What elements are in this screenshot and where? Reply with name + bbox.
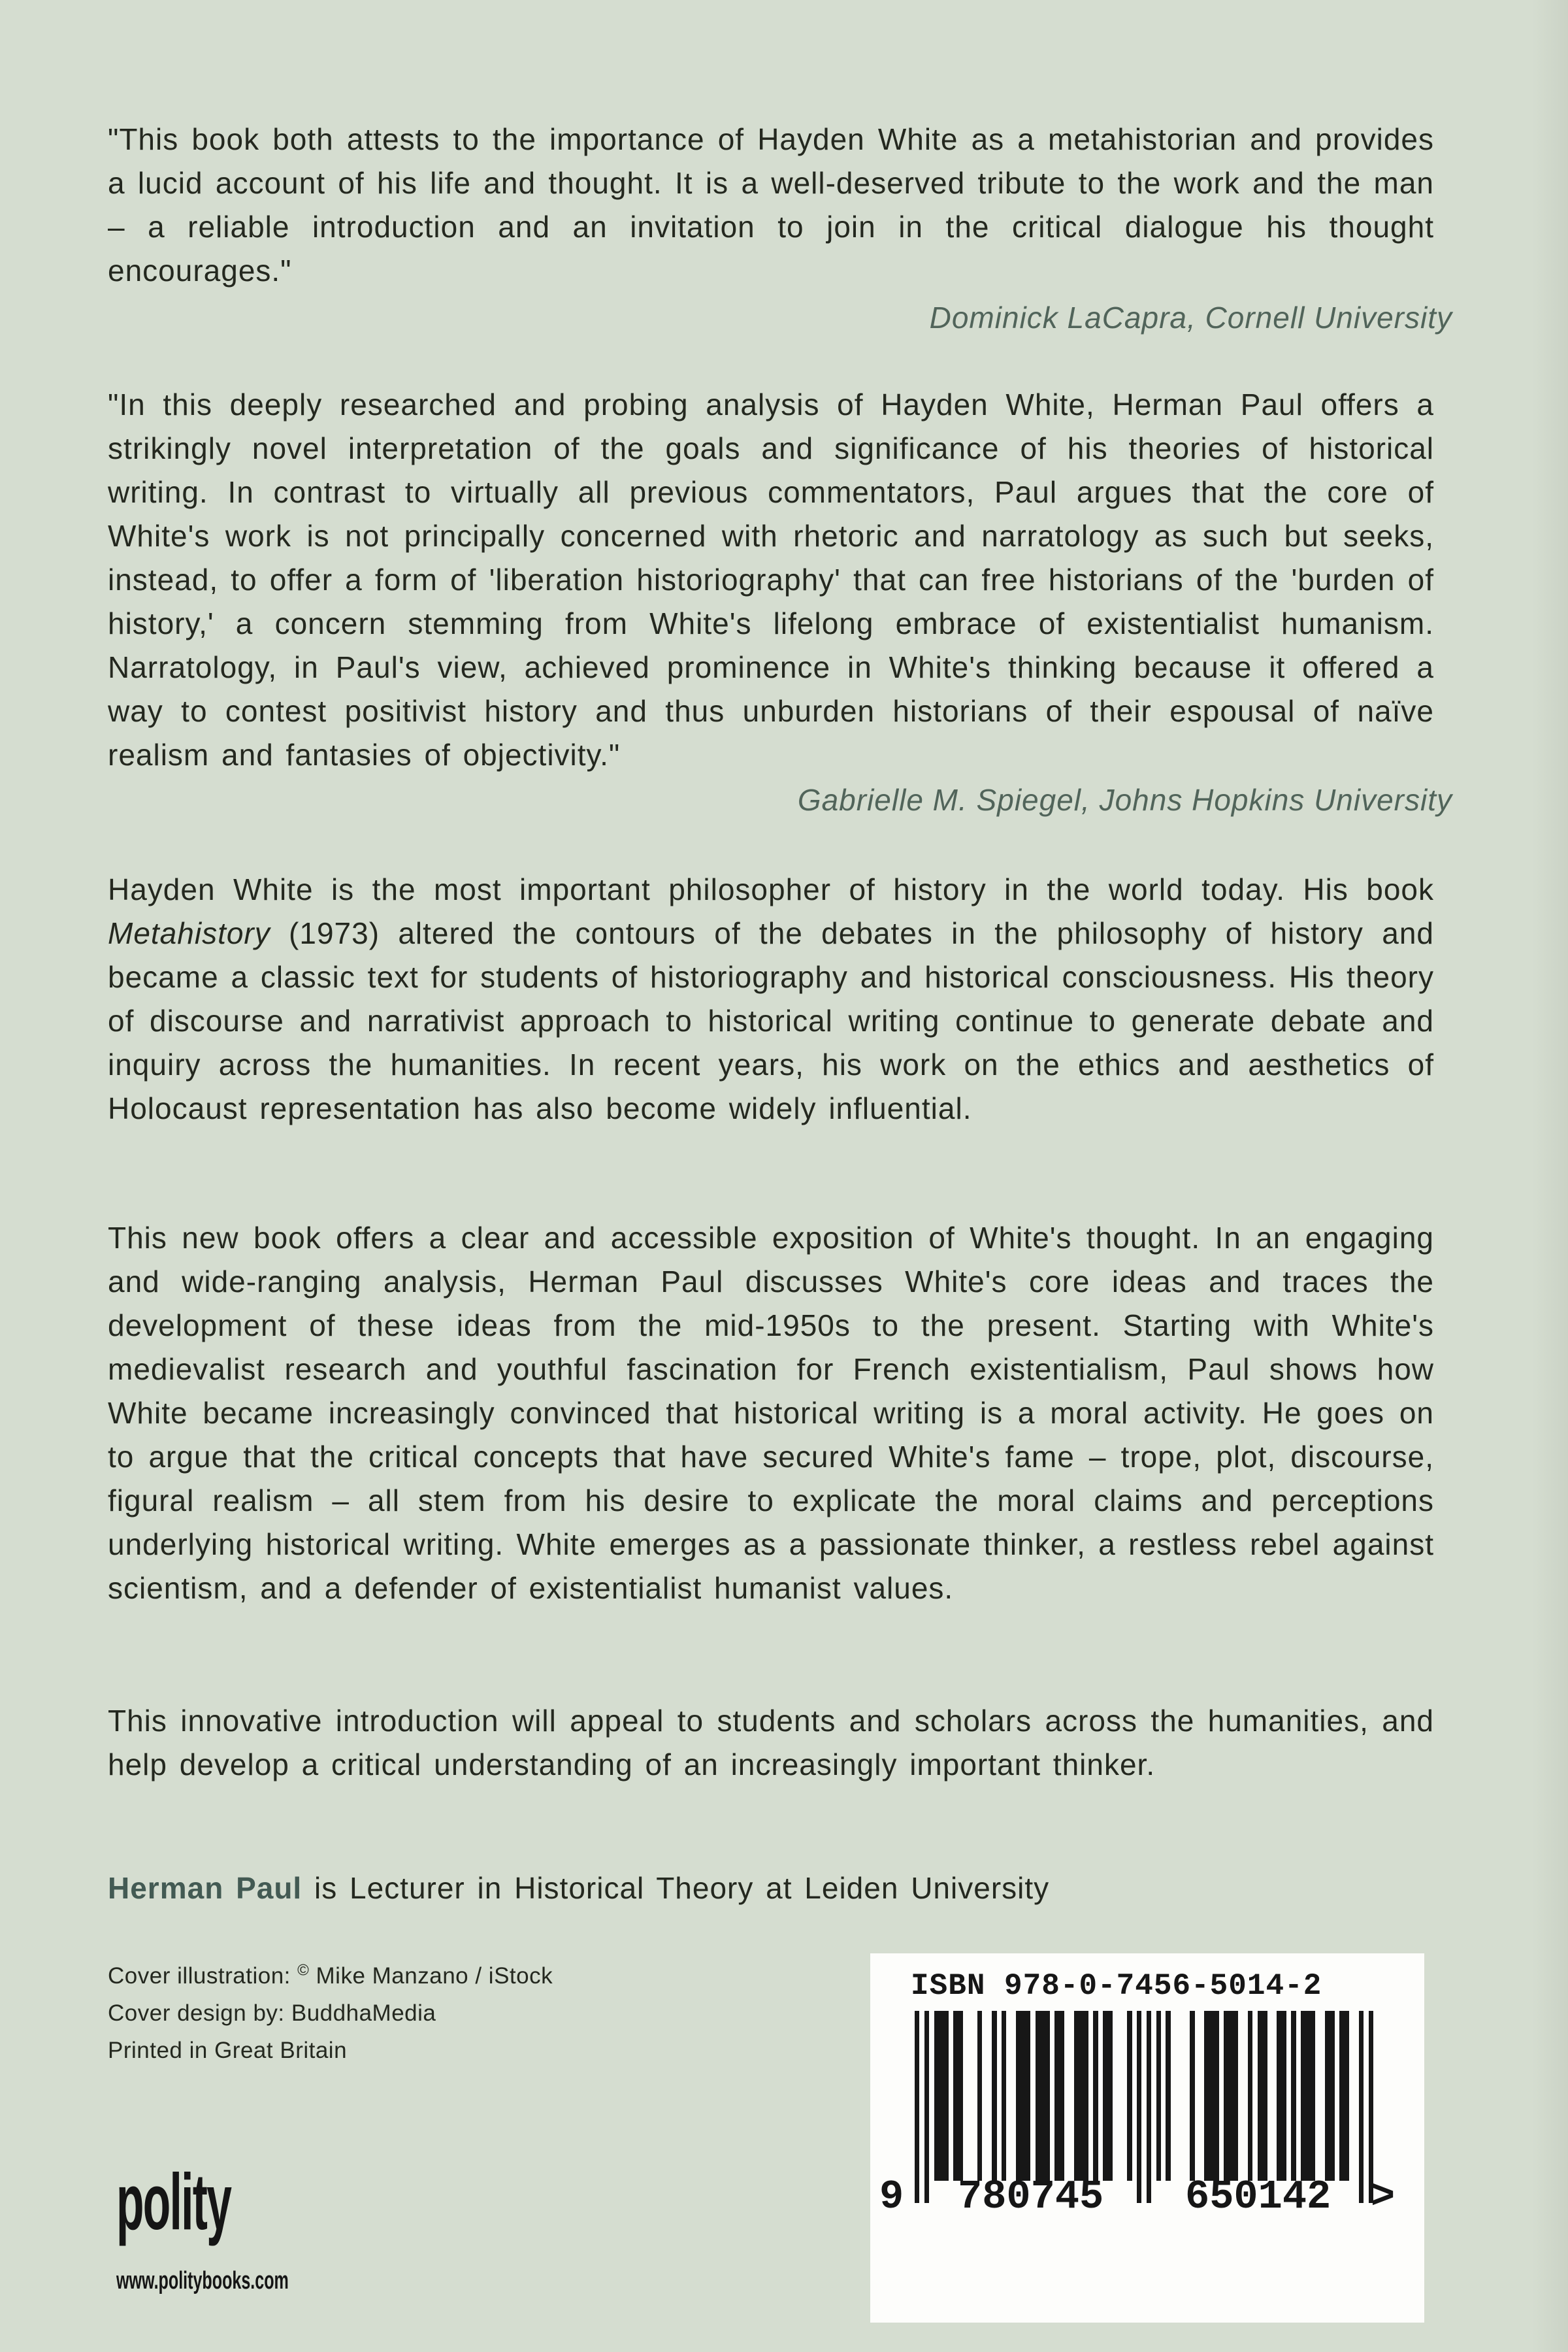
- barcode-bar-module: [1021, 2011, 1026, 2181]
- barcode-bar-module: [1238, 2011, 1243, 2181]
- barcode-digit-group-2: 650142: [1185, 2174, 1331, 2220]
- author-bio-rest: is Lecturer in Historical Theory at Leiden University: [302, 1871, 1050, 1905]
- barcode-bar-module: [1267, 2011, 1272, 2181]
- barcode-bar-module: [1306, 2011, 1311, 2181]
- barcode-bar-module: [1296, 2011, 1301, 2181]
- barcode-bar-module: [929, 2011, 934, 2181]
- barcode-bar-module: [977, 2011, 982, 2181]
- barcode-bar-module: [1345, 2011, 1349, 2181]
- barcode-bar-module: [1200, 2011, 1204, 2181]
- blurb-paragraph-3: This innovative introduction will appeal to students and scholars across the humanities, and help develop a critical understanding of an increasingly important thinker.: [108, 1704, 1434, 1781]
- barcode-bar-module: [1315, 2011, 1320, 2181]
- barcode-bar-module: [1190, 2011, 1194, 2181]
- publisher-website: www.politybooks.com: [116, 2267, 289, 2294]
- barcode-bar-module: [949, 2011, 953, 2181]
- barcode-bar-module: [915, 2011, 919, 2203]
- barcode-bar-module: [1084, 2011, 1088, 2181]
- barcode-bar-module: [958, 2011, 963, 2181]
- cover-illustration-credit: Cover illustration: © Mike Manzano / iStock: [108, 1961, 553, 1989]
- barcode-bar-module: [1171, 2011, 1175, 2181]
- endorsement-quote-1: "This book both attests to the importance of Hayden White as a metahistorian and provides a lucid account of his life and thought. It is a well-deserved tribute to the work and the man – a reliable introduction and an invitation to join in the critical dialogue his thought encourages.": [108, 122, 1434, 288]
- barcode-bar-module: [1098, 2011, 1103, 2181]
- barcode-bar-module: [1359, 2011, 1364, 2203]
- barcode-arrow: >: [1371, 2174, 1396, 2220]
- barcode-bar-module: [1103, 2011, 1107, 2181]
- barcode-bar-module: [1286, 2011, 1291, 2181]
- barcode-bar-module: [1166, 2011, 1170, 2181]
- barcode-bar-module: [1127, 2011, 1132, 2181]
- barcode-bar-module: [1320, 2011, 1325, 2181]
- barcode-bar-module: [953, 2011, 958, 2181]
- barcode-bar-module: [939, 2011, 943, 2181]
- barcode-bar-module: [1204, 2011, 1209, 2181]
- barcode-bar-module: [1219, 2011, 1224, 2181]
- barcode-bar-module: [1195, 2011, 1200, 2181]
- barcode-bar-module: [1060, 2011, 1064, 2181]
- barcode-bar-module: [1233, 2011, 1238, 2181]
- barcode-bar-module: [1113, 2011, 1117, 2181]
- barcode-bar-module: [987, 2011, 992, 2181]
- barcode-bar-module: [1141, 2011, 1146, 2203]
- barcode-bar-module: [1209, 2011, 1214, 2181]
- blurb-paragraph-2: This new book offers a clear and accessible exposition of White's thought. In an engaging and wide-ranging analysis, Herman Paul discusses White's core ideas and traces the development of these ideas from the mid-1950s to the present. Starting with White's medievalist research and youthful fascination for French existentialism, Paul shows how White became increasingly convinced that historical writing is a moral activity. He goes on to argue that the critical concepts that have secured White's fame – trope, plot, discourse, figural realism – all stem from his desire to explicate the moral claims and perceptions underlying historical writing. White emerges as a passionate thinker, a restless rebel against scientism, and a defender of existentialist humanist values.: [108, 1221, 1434, 1605]
- barcode-bar-module: [1156, 2011, 1161, 2181]
- barcode-bar-module: [1151, 2011, 1156, 2203]
- copyright-symbol: ©: [297, 1961, 310, 1979]
- printed-in-credit: Printed in Great Britain: [108, 2037, 348, 2063]
- barcode-bar-module: [1272, 2011, 1277, 2181]
- barcode-digit-group-1: 780745: [958, 2174, 1104, 2220]
- author-name: Herman Paul: [108, 1871, 302, 1905]
- barcode-bar-module: [968, 2011, 972, 2181]
- barcode-bar-module: [1064, 2011, 1069, 2181]
- barcode-panel: [870, 1953, 1424, 2323]
- barcode-bar-module: [1311, 2011, 1315, 2181]
- author-bio-line: [108, 1866, 1434, 1910]
- barcode-bar-module: [924, 2011, 929, 2203]
- barcode-bar-module: [1036, 2011, 1040, 2181]
- blurb-paragraph-1-pre: Hayden White is the most important philosopher of history in the world today. His book: [108, 872, 1434, 906]
- barcode-bar-module: [997, 2011, 1002, 2181]
- barcode-bar-module: [1262, 2011, 1267, 2181]
- barcode-bar-module: [1050, 2011, 1054, 2181]
- barcode-bar-module: [1214, 2011, 1218, 2181]
- cover-design-credit: Cover design by: BuddhaMedia: [108, 2000, 436, 2026]
- barcode-bar-module: [963, 2011, 968, 2181]
- barcode-bar-module: [1030, 2011, 1035, 2181]
- barcode-bar-module: [982, 2011, 987, 2181]
- barcode-bar-module: [1175, 2011, 1180, 2181]
- barcode-bar-module: [1282, 2011, 1286, 2181]
- barcode-bar-module: [1045, 2011, 1050, 2181]
- barcode-bar-module: [1248, 2011, 1252, 2181]
- barcode-bar-module: [1074, 2011, 1079, 2181]
- barcode-bar-module: [1002, 2011, 1006, 2181]
- barcode-bar-module: [1040, 2011, 1045, 2181]
- barcode-bar-module: [1325, 2011, 1330, 2181]
- barcode-bar-module: [1108, 2011, 1113, 2181]
- barcode-bar-module: [1224, 2011, 1228, 2181]
- barcode-bar-module: [1088, 2011, 1093, 2181]
- barcode-bar-module: [1147, 2011, 1151, 2203]
- production-credits: [108, 1951, 859, 2069]
- blurb-paragraph-1: [108, 868, 1434, 1131]
- barcode-bar-module: [1016, 2011, 1021, 2181]
- barcode-bar-module: [1070, 2011, 1074, 2181]
- barcode-bar-module: [1117, 2011, 1122, 2181]
- barcode-bar-module: [1301, 2011, 1305, 2181]
- barcode-bar-module: [1093, 2011, 1098, 2181]
- polity-logo: polity: [116, 2157, 231, 2246]
- barcode-bar-module: [1354, 2011, 1359, 2181]
- barcode-bar-module: [1122, 2011, 1127, 2181]
- barcode-bar-module: [973, 2011, 977, 2181]
- endorsement-attribution-2: Gabrielle M. Spiegel, Johns Hopkins University: [797, 783, 1452, 817]
- barcode-bar-module: [934, 2011, 939, 2181]
- barcode-bar-module: [1330, 2011, 1335, 2181]
- barcode-bar-module: [1335, 2011, 1339, 2181]
- barcode-bar-module: [1079, 2011, 1083, 2181]
- barcode-bar-module: [1258, 2011, 1262, 2181]
- book-title-metahistory: Metahistory: [108, 916, 270, 950]
- endorsement-attribution-1: Dominick LaCapra, Cornell University: [929, 301, 1452, 335]
- barcode-bar-module: [1339, 2011, 1344, 2181]
- isbn-number: ISBN 978-0-7456-5014-2: [911, 1969, 1322, 2003]
- barcode-bar-module: [1026, 2011, 1030, 2181]
- barcode-bar-module: [943, 2011, 948, 2181]
- barcode-bar-module: [1132, 2011, 1137, 2203]
- barcode-bar-module: [1011, 2011, 1016, 2181]
- barcode-digit-lead: 9: [879, 2174, 904, 2220]
- barcode-bar-module: [919, 2011, 924, 2203]
- barcode-bar-module: [1180, 2011, 1184, 2181]
- blurb-paragraph-1-post: (1973) altered the contours of the debates in the philosophy of history and became a classic text for students of historiography and historical consciousness. His theory of discourse and narrativist approach to historical writing continue to generate debate and inquiry across the humanities. In recent years, his work on the ethics and aesthetics of Holocaust representation has also become widely influential.: [108, 916, 1434, 1125]
- barcode-bar-module: [1277, 2011, 1281, 2181]
- barcode-bar-module: [992, 2011, 996, 2181]
- endorsement-quote-2: "In this deeply researched and probing analysis of Hayden White, Herman Paul offers a strikingly novel interpretation of the goals and significance of his theories of historical writing. In contrast to virtually all previous commentators, Paul argues that the core of White's work is not principally concerned with rhetoric and narratology as such but seeks, instead, to offer a form of 'liberation historiography' that can free historians of the 'burden of history,' a concern stemming from White's lifelong embrace of existentialist humanism. Narratology, in Paul's view, achieved prominence in White's thinking because it offered a way to contest positivist history and thus unburden historians of their espousal of naïve realism and fantasies of objectivity.": [108, 388, 1434, 772]
- barcode-bar-module: [1185, 2011, 1190, 2181]
- barcode-bar-module: [1349, 2011, 1354, 2181]
- barcode-bar-module: [1006, 2011, 1011, 2181]
- barcode-bar-module: [1054, 2011, 1059, 2181]
- barcode-bar-module: [1228, 2011, 1233, 2181]
- barcode-bar-module: [1364, 2011, 1368, 2203]
- barcode-bar-module: [1137, 2011, 1141, 2203]
- barcode-bar-module: [1161, 2011, 1166, 2181]
- barcode-bar-module: [1252, 2011, 1257, 2181]
- barcode-bar-module: [1291, 2011, 1296, 2181]
- barcode-bar-module: [1243, 2011, 1248, 2181]
